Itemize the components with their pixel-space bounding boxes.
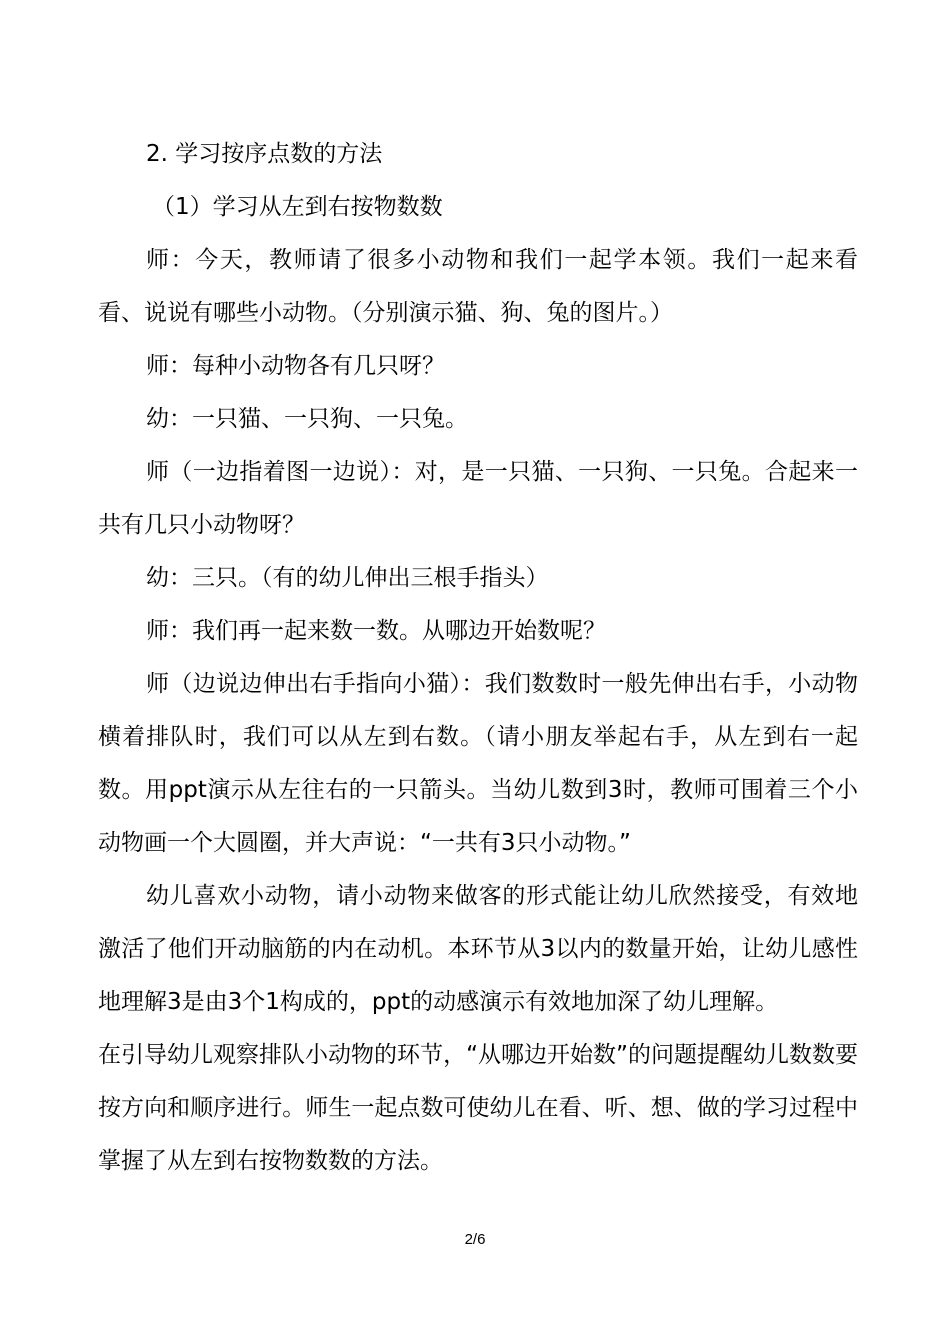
page-number: 2/6 — [464, 1231, 486, 1248]
dialogue-paragraph: 师（一边指着图一边说）：对，是一只猫、一只狗、一只兔。合起来一共有几只小动物呀？ — [98, 459, 858, 538]
dialogue-paragraph: 幼：三只。（有的幼儿伸出三根手指头） — [146, 565, 549, 591]
dialogue-paragraph: 师（边说边伸出右手指向小猫）：我们数数时一般先伸出右手，小动物横着排队时，我们可以从左到右数。（请小朋友举起右手，从左到右一起数。用ppt演示从左往右的一只箭头。当幼儿数到3时，教师可围着三个小动物画一个大圆圈，并大声说：“一共有3只小动物。” — [98, 671, 858, 856]
dialogue-paragraph: 师：我们再一起来数一数。从哪边开始数呢？ — [146, 618, 606, 644]
dialogue-paragraph: 幼：一只猫、一只狗、一只兔。 — [146, 406, 468, 432]
section-heading: 2. 学习按序点数的方法 — [146, 141, 383, 167]
dialogue-paragraph: 师：今天，教师请了很多小动物和我们一起学本领。我们一起来看看、说说有哪些小动物。（分别演示猫、狗、兔的图片。） — [98, 247, 858, 326]
document-body — [98, 128, 858, 1188]
subsection-heading: （1）学习从左到右按物数数 — [152, 194, 443, 220]
commentary-paragraph: 在引导幼儿观察排队小动物的环节，“从哪边开始数”的问题提醒幼儿数数要按方向和顺序进行。师生一起点数可使幼儿在看、听、想、做的学习过程中掌握了从左到右按物数数的方法。 — [98, 1042, 858, 1174]
commentary-paragraph: 幼儿喜欢小动物，请小动物来做客的形式能让幼儿欣然接受，有效地激活了他们开动脑筋的内在动机。本环节从3以内的数量开始，让幼儿感性地理解3是由3个1构成的，ppt的动感演示有效地加深了幼儿理解。 — [98, 883, 858, 1015]
dialogue-paragraph: 师：每种小动物各有几只呀？ — [146, 353, 445, 379]
